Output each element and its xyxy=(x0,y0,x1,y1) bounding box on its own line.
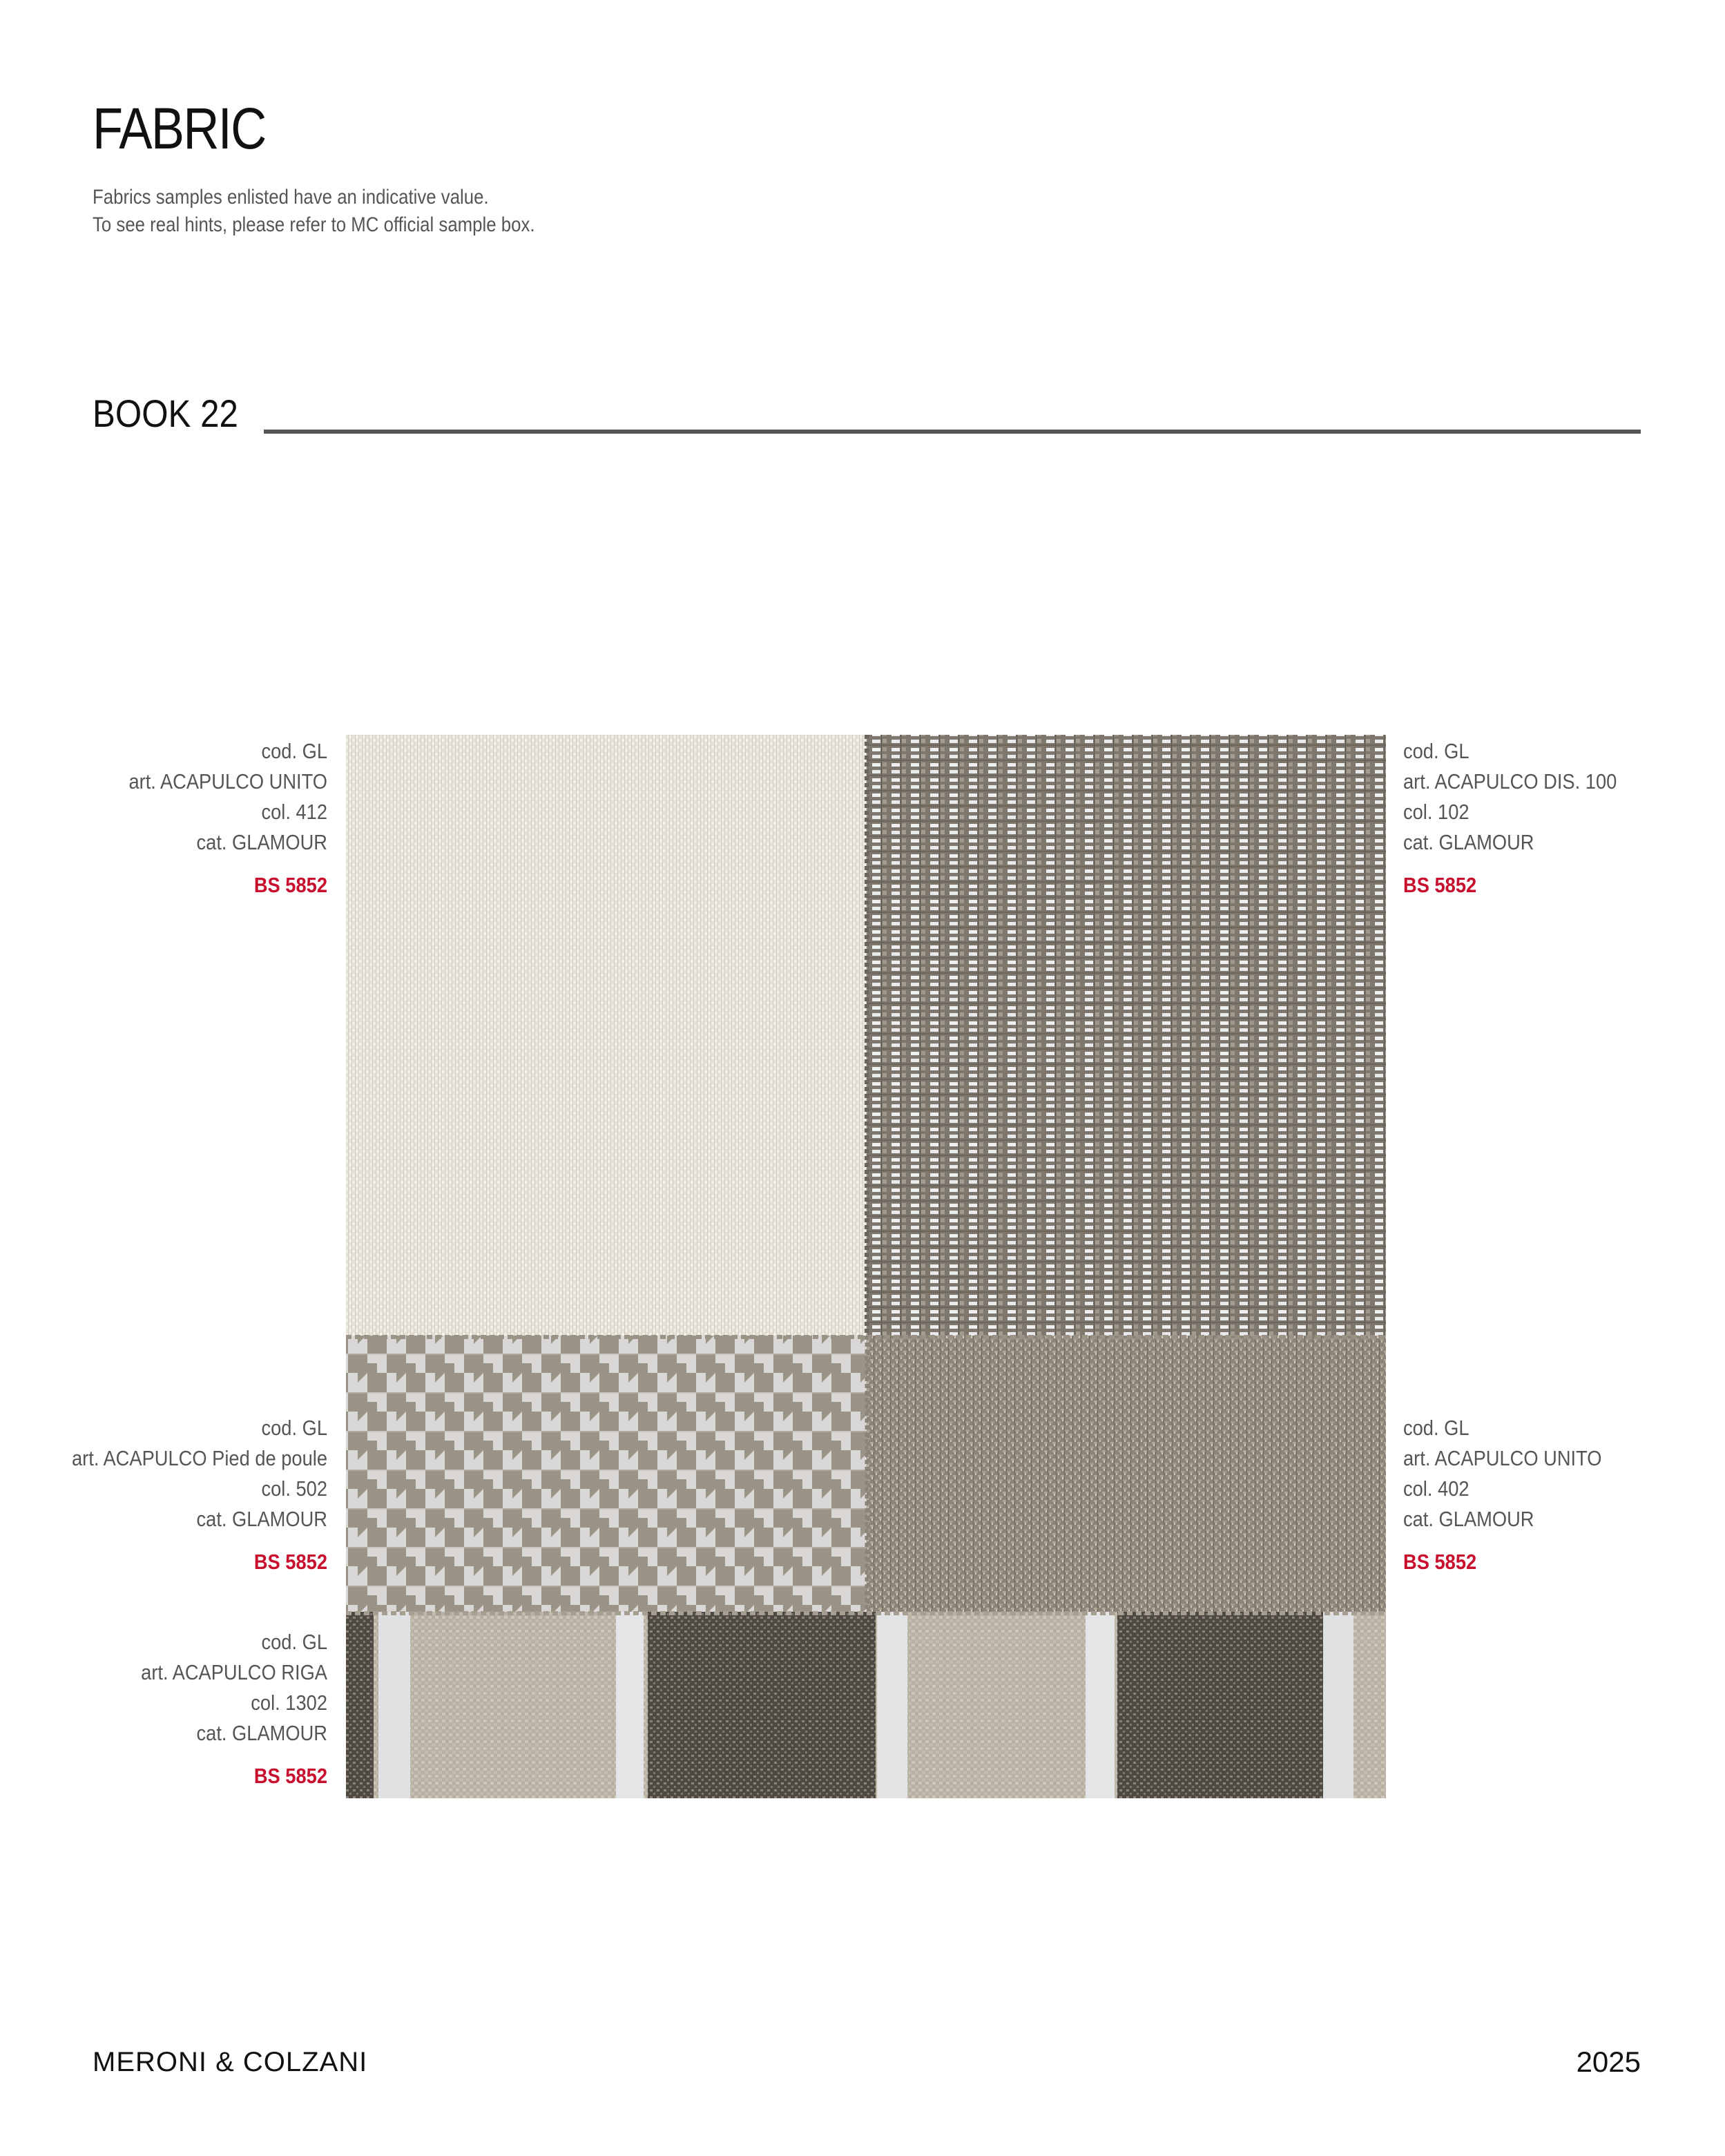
fabric-label xyxy=(23,736,327,901)
fabric-certification: BS 5852 xyxy=(1403,1550,1477,1574)
fabric-label xyxy=(23,1413,327,1577)
fabric-label xyxy=(1403,1413,1707,1577)
fabric-cat: cat. GLAMOUR xyxy=(196,1721,327,1745)
swatch-acapulco-unito-412 xyxy=(346,735,867,1336)
fabric-label xyxy=(1403,736,1707,901)
swatch-acapulco-pied-de-poule xyxy=(346,1336,871,1612)
fabric-cat: cat. GLAMOUR xyxy=(196,830,327,854)
fabric-cod: cod. GL xyxy=(1403,739,1469,763)
fabric-art: art. ACAPULCO Pied de poule xyxy=(72,1446,328,1470)
brand-name: MERONI & COLZANI xyxy=(93,2047,368,2077)
catalog-year: 2025 xyxy=(1576,2046,1641,2078)
section-heading: BOOK 22 xyxy=(93,392,238,435)
fabric-label xyxy=(23,1627,327,1791)
fabric-cod: cod. GL xyxy=(261,1630,327,1654)
intro-line-2: To see real hints, please refer to MC official sample box. xyxy=(93,213,535,236)
page-title: FABRIC xyxy=(93,96,266,161)
fabric-cat: cat. GLAMOUR xyxy=(1403,830,1534,854)
fabric-certification: BS 5852 xyxy=(253,1764,327,1788)
fabric-cod: cod. GL xyxy=(1403,1416,1469,1440)
fabric-cod: cod. GL xyxy=(261,1416,327,1440)
fabric-cat: cat. GLAMOUR xyxy=(196,1507,327,1531)
fabric-col: col. 412 xyxy=(261,800,327,824)
fabric-art: art. ACAPULCO RIGA xyxy=(141,1660,327,1684)
fabric-col: col. 1302 xyxy=(251,1691,327,1715)
fabric-art: art. ACAPULCO DIS. 100 xyxy=(1403,769,1617,793)
swatch-acapulco-dis-100 xyxy=(867,735,1386,1336)
fabric-art: art. ACAPULCO UNITO xyxy=(1403,1446,1602,1470)
fabric-certification: BS 5852 xyxy=(1403,873,1477,897)
fabric-col: col. 102 xyxy=(1403,800,1469,824)
fabric-cod: cod. GL xyxy=(261,739,327,763)
swatch-acapulco-unito-402 xyxy=(867,1336,1386,1612)
fabric-certification: BS 5852 xyxy=(253,1550,327,1574)
fabric-cat: cat. GLAMOUR xyxy=(1403,1507,1534,1531)
intro-line-1: Fabrics samples enlisted have an indicative value. xyxy=(93,186,489,209)
fabric-col: col. 502 xyxy=(261,1476,327,1501)
fabric-certification: BS 5852 xyxy=(253,873,327,897)
fabric-art: art. ACAPULCO UNITO xyxy=(128,769,327,793)
fabric-col: col. 402 xyxy=(1403,1476,1469,1501)
